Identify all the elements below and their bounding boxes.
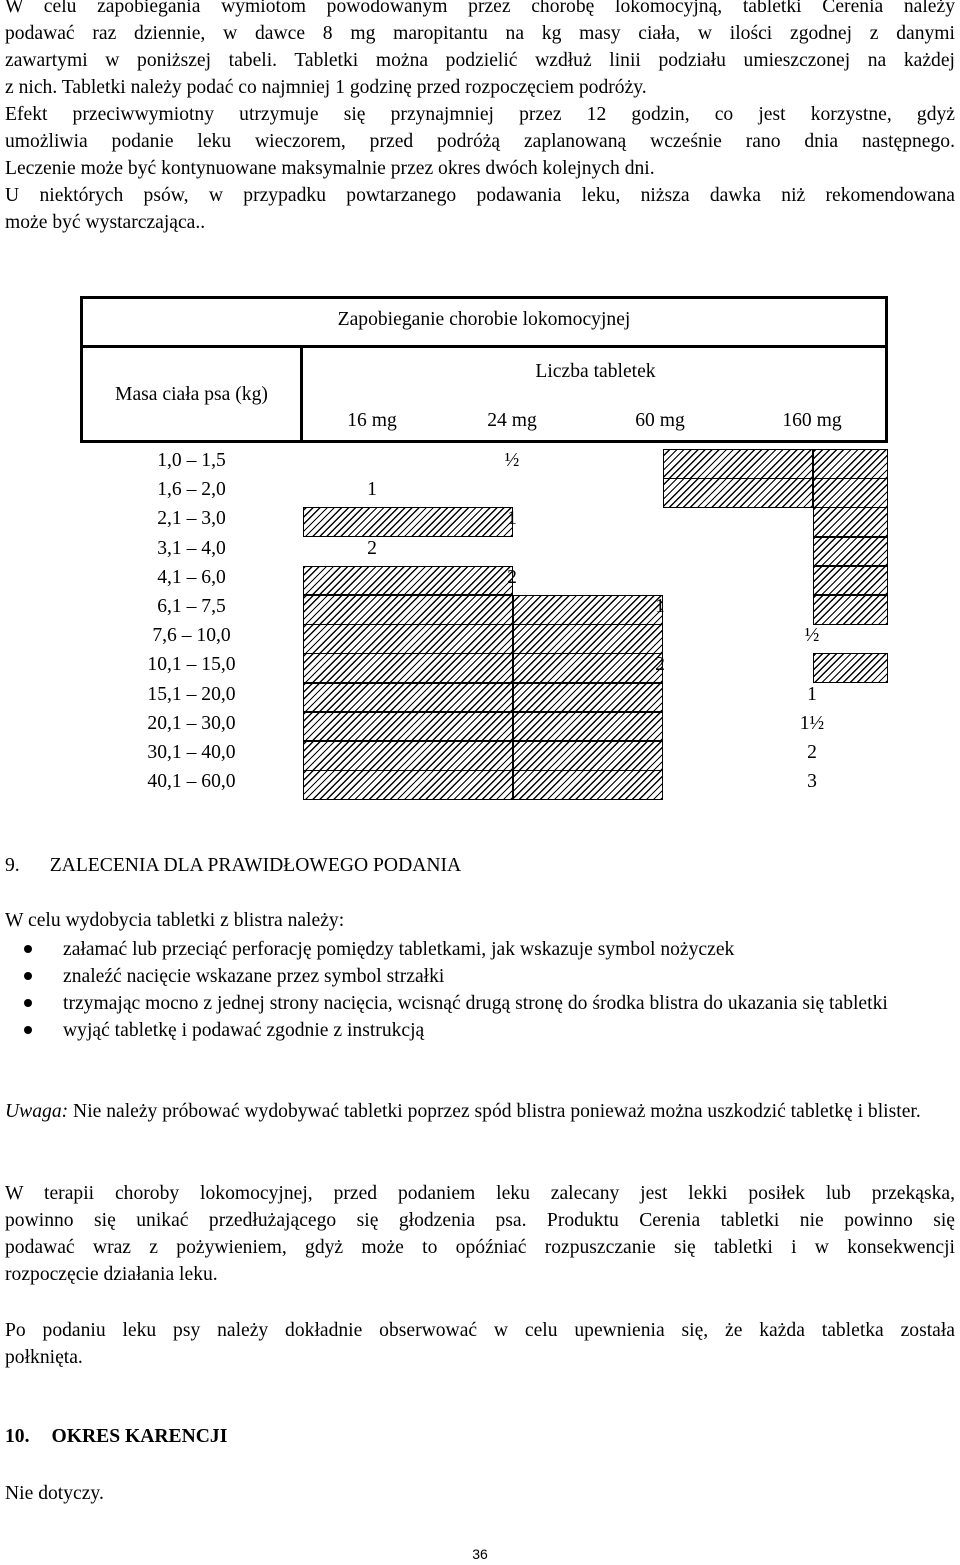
observation-paragraph: [5, 1317, 955, 1371]
not-applicable-cell: [513, 683, 663, 713]
warning-label: Uwaga:: [5, 1101, 69, 1122]
list-item: [0, 936, 950, 963]
body-mass-header: Masa ciała psa (kg): [115, 384, 268, 405]
intro-line: podawać raz dziennie, w dawce 8 mg maropitantu na kg masy ciała, w ilości zgodnej z danymi: [5, 23, 955, 44]
not-applicable-cell: [303, 595, 513, 625]
row-body-mass: 15,1 – 20,0: [147, 683, 236, 705]
list-item: [0, 963, 950, 990]
not-applicable-cell: [513, 741, 663, 771]
not-applicable-cell: [813, 507, 888, 537]
not-applicable-cell: [813, 595, 888, 625]
tablet-count-cell: 1: [655, 596, 665, 617]
strength-header: 160 mg: [782, 410, 842, 431]
mass-column-divider: [300, 345, 303, 443]
row-body-mass: 40,1 – 60,0: [147, 771, 236, 793]
not-applicable-cell: [813, 537, 888, 567]
title-divider: [80, 345, 888, 348]
tablet-count-cell: 1: [367, 479, 377, 501]
strength-header: 16 mg: [347, 410, 397, 431]
strength-header: 60 mg: [635, 410, 685, 431]
tablet-count-header: Liczba tabletek: [535, 361, 656, 382]
intro-paragraph: [5, 0, 955, 236]
page-number: 36: [472, 1546, 488, 1562]
list-item-text: załamać lub przeciąć perforację pomiędzy tabletkami, jak wskazuje symbol nożyczek: [63, 939, 735, 960]
tablet-count-cell: ½: [804, 625, 820, 647]
not-applicable-cell: [663, 449, 813, 479]
not-applicable-cell: [813, 566, 888, 596]
not-applicable-cell: [513, 770, 663, 800]
list-item-text: wyjąć tabletkę i podawać zgodnie z instrukcją: [63, 1020, 425, 1041]
row-body-mass: 10,1 – 15,0: [147, 654, 236, 676]
observation-line: Po podaniu leku psy należy dokładnie obserwować w celu upewnienia się, że każda tabletka została: [5, 1320, 955, 1341]
intro-line: U niektórych psów, w przypadku powtarzanego podawania leku, niższa dawka niż rekomendowana: [5, 185, 955, 206]
tablet-count-cell: 1: [507, 508, 517, 530]
section-9-title: ZALECENIA DLA PRAWIDŁOWEGO PODANIA: [49, 855, 462, 876]
not-applicable-cell: [303, 770, 513, 800]
therapy-line: W terapii choroby lokomocyjnej, przed podaniem leku zalecany jest lekki posiłek lub przekąska,: [5, 1183, 955, 1204]
tablet-count-cell: 3: [807, 771, 817, 793]
warning-text: Nie należy próbować wydobywać tabletki poprzez spód blistra ponieważ można uszkodzić tabletkę i blister.: [68, 1101, 921, 1122]
blister-steps-list: [0, 936, 950, 1044]
not-applicable-cell: [303, 683, 513, 713]
row-body-mass: 3,1 – 4,0: [157, 537, 226, 559]
not-applicable-cell: [303, 741, 513, 771]
tablet-count-cell: 1: [807, 683, 817, 705]
warning-paragraph: [5, 1098, 955, 1125]
therapy-line: rozpoczęcie działania leku.: [5, 1264, 218, 1285]
intro-line: Efekt przeciwwymiotny utrzymuje się przynajmniej przez 12 godzin, co jest korzystne, gdyż: [5, 104, 955, 125]
not-applicable-cell: [513, 712, 663, 742]
section-10-title: OKRES KARENCJI: [51, 1426, 228, 1447]
intro-line: Leczenie może być kontynuowane maksymalnie przez okres dwóch kolejnych dni.: [5, 158, 655, 179]
strength-header: 24 mg: [487, 410, 537, 431]
bullet-icon: [24, 1026, 32, 1034]
tablet-count-cell: 2: [655, 654, 665, 676]
tablet-count-cell: 1½: [799, 712, 825, 734]
list-item-text: znaleźć nacięcie wskazane przez symbol strzałki: [63, 966, 445, 987]
tablet-count-cell: 2: [807, 742, 817, 763]
not-applicable-cell: [813, 653, 888, 683]
section-10-heading: [5, 1426, 227, 1448]
row-body-mass: 20,1 – 30,0: [147, 712, 236, 734]
tablet-count-cell: 2: [367, 537, 377, 559]
list-item: [0, 990, 950, 1017]
list-item: [0, 1017, 950, 1044]
tablet-count-cell: 2: [507, 566, 517, 588]
row-body-mass: 7,6 – 10,0: [152, 625, 231, 647]
section-9-heading: [5, 855, 461, 877]
row-body-mass: 4,1 – 6,0: [157, 566, 226, 588]
bullet-icon: [24, 999, 32, 1007]
row-body-mass: 30,1 – 40,0: [147, 742, 236, 763]
withdrawal-period-value: Nie dotyczy.: [5, 1483, 104, 1504]
not-applicable-cell: [303, 712, 513, 742]
tablet-count-cell: ½: [504, 450, 520, 471]
not-applicable-cell: [813, 478, 888, 508]
therapy-line: powinno się unikać przedłużającego się głodzenia psa. Produktu Cerenia tabletki nie powinno się: [5, 1210, 955, 1231]
intro-line: z nich. Tabletki należy podać co najmniej 1 godzinę przed rozpoczęciem podróży.: [5, 77, 647, 98]
row-body-mass: 6,1 – 7,5: [157, 596, 226, 617]
not-applicable-cell: [513, 624, 663, 654]
observation-line: połknięta.: [5, 1347, 83, 1368]
therapy-line: podawać wraz z pożywieniem, gdyż może to opóźniać rozpuszczanie się tabletki i w konsekwencji: [5, 1237, 955, 1258]
not-applicable-cell: [303, 624, 513, 654]
bullet-icon: [24, 972, 32, 980]
dosage-table: [80, 296, 888, 806]
intro-line: zawartymi w poniższej tabeli. Tabletki można podzielić wzdłuż linii podziału umieszczonej na każdej: [5, 50, 955, 71]
withdrawal-period-text: [5, 1480, 955, 1507]
row-body-mass: 2,1 – 3,0: [157, 508, 226, 530]
not-applicable-cell: [303, 653, 513, 683]
not-applicable-cell: [813, 449, 888, 479]
list-item-text: trzymając mocno z jednej strony nacięcia, wcisnąć drugą stronę do środka blistra do ukazania się tabletki: [63, 993, 888, 1014]
blister-lead: [5, 907, 955, 934]
intro-line: umożliwia podanie leku wieczorem, przed podróżą zaplanowaną wcześnie rano dnia następnego.: [5, 131, 955, 152]
row-body-mass: 1,6 – 2,0: [157, 479, 226, 501]
row-body-mass: 1,0 – 1,5: [157, 450, 226, 471]
table-title: Zapobieganie chorobie lokomocyjnej: [337, 309, 631, 330]
intro-line: może być wystarczająca..: [5, 212, 206, 233]
blister-lead-text: W celu wydobycia tabletki z blistra należy:: [5, 910, 345, 931]
bullet-icon: [24, 945, 32, 953]
intro-line: W celu zapobiegania wymiotom powodowanym przez chorobę lokomocyjną, tabletki Cerenia należy: [5, 0, 955, 17]
therapy-paragraph: [5, 1180, 955, 1288]
not-applicable-cell: [663, 478, 813, 508]
section-10-number: 10.: [5, 1426, 30, 1447]
section-9-number: 9.: [5, 855, 20, 876]
